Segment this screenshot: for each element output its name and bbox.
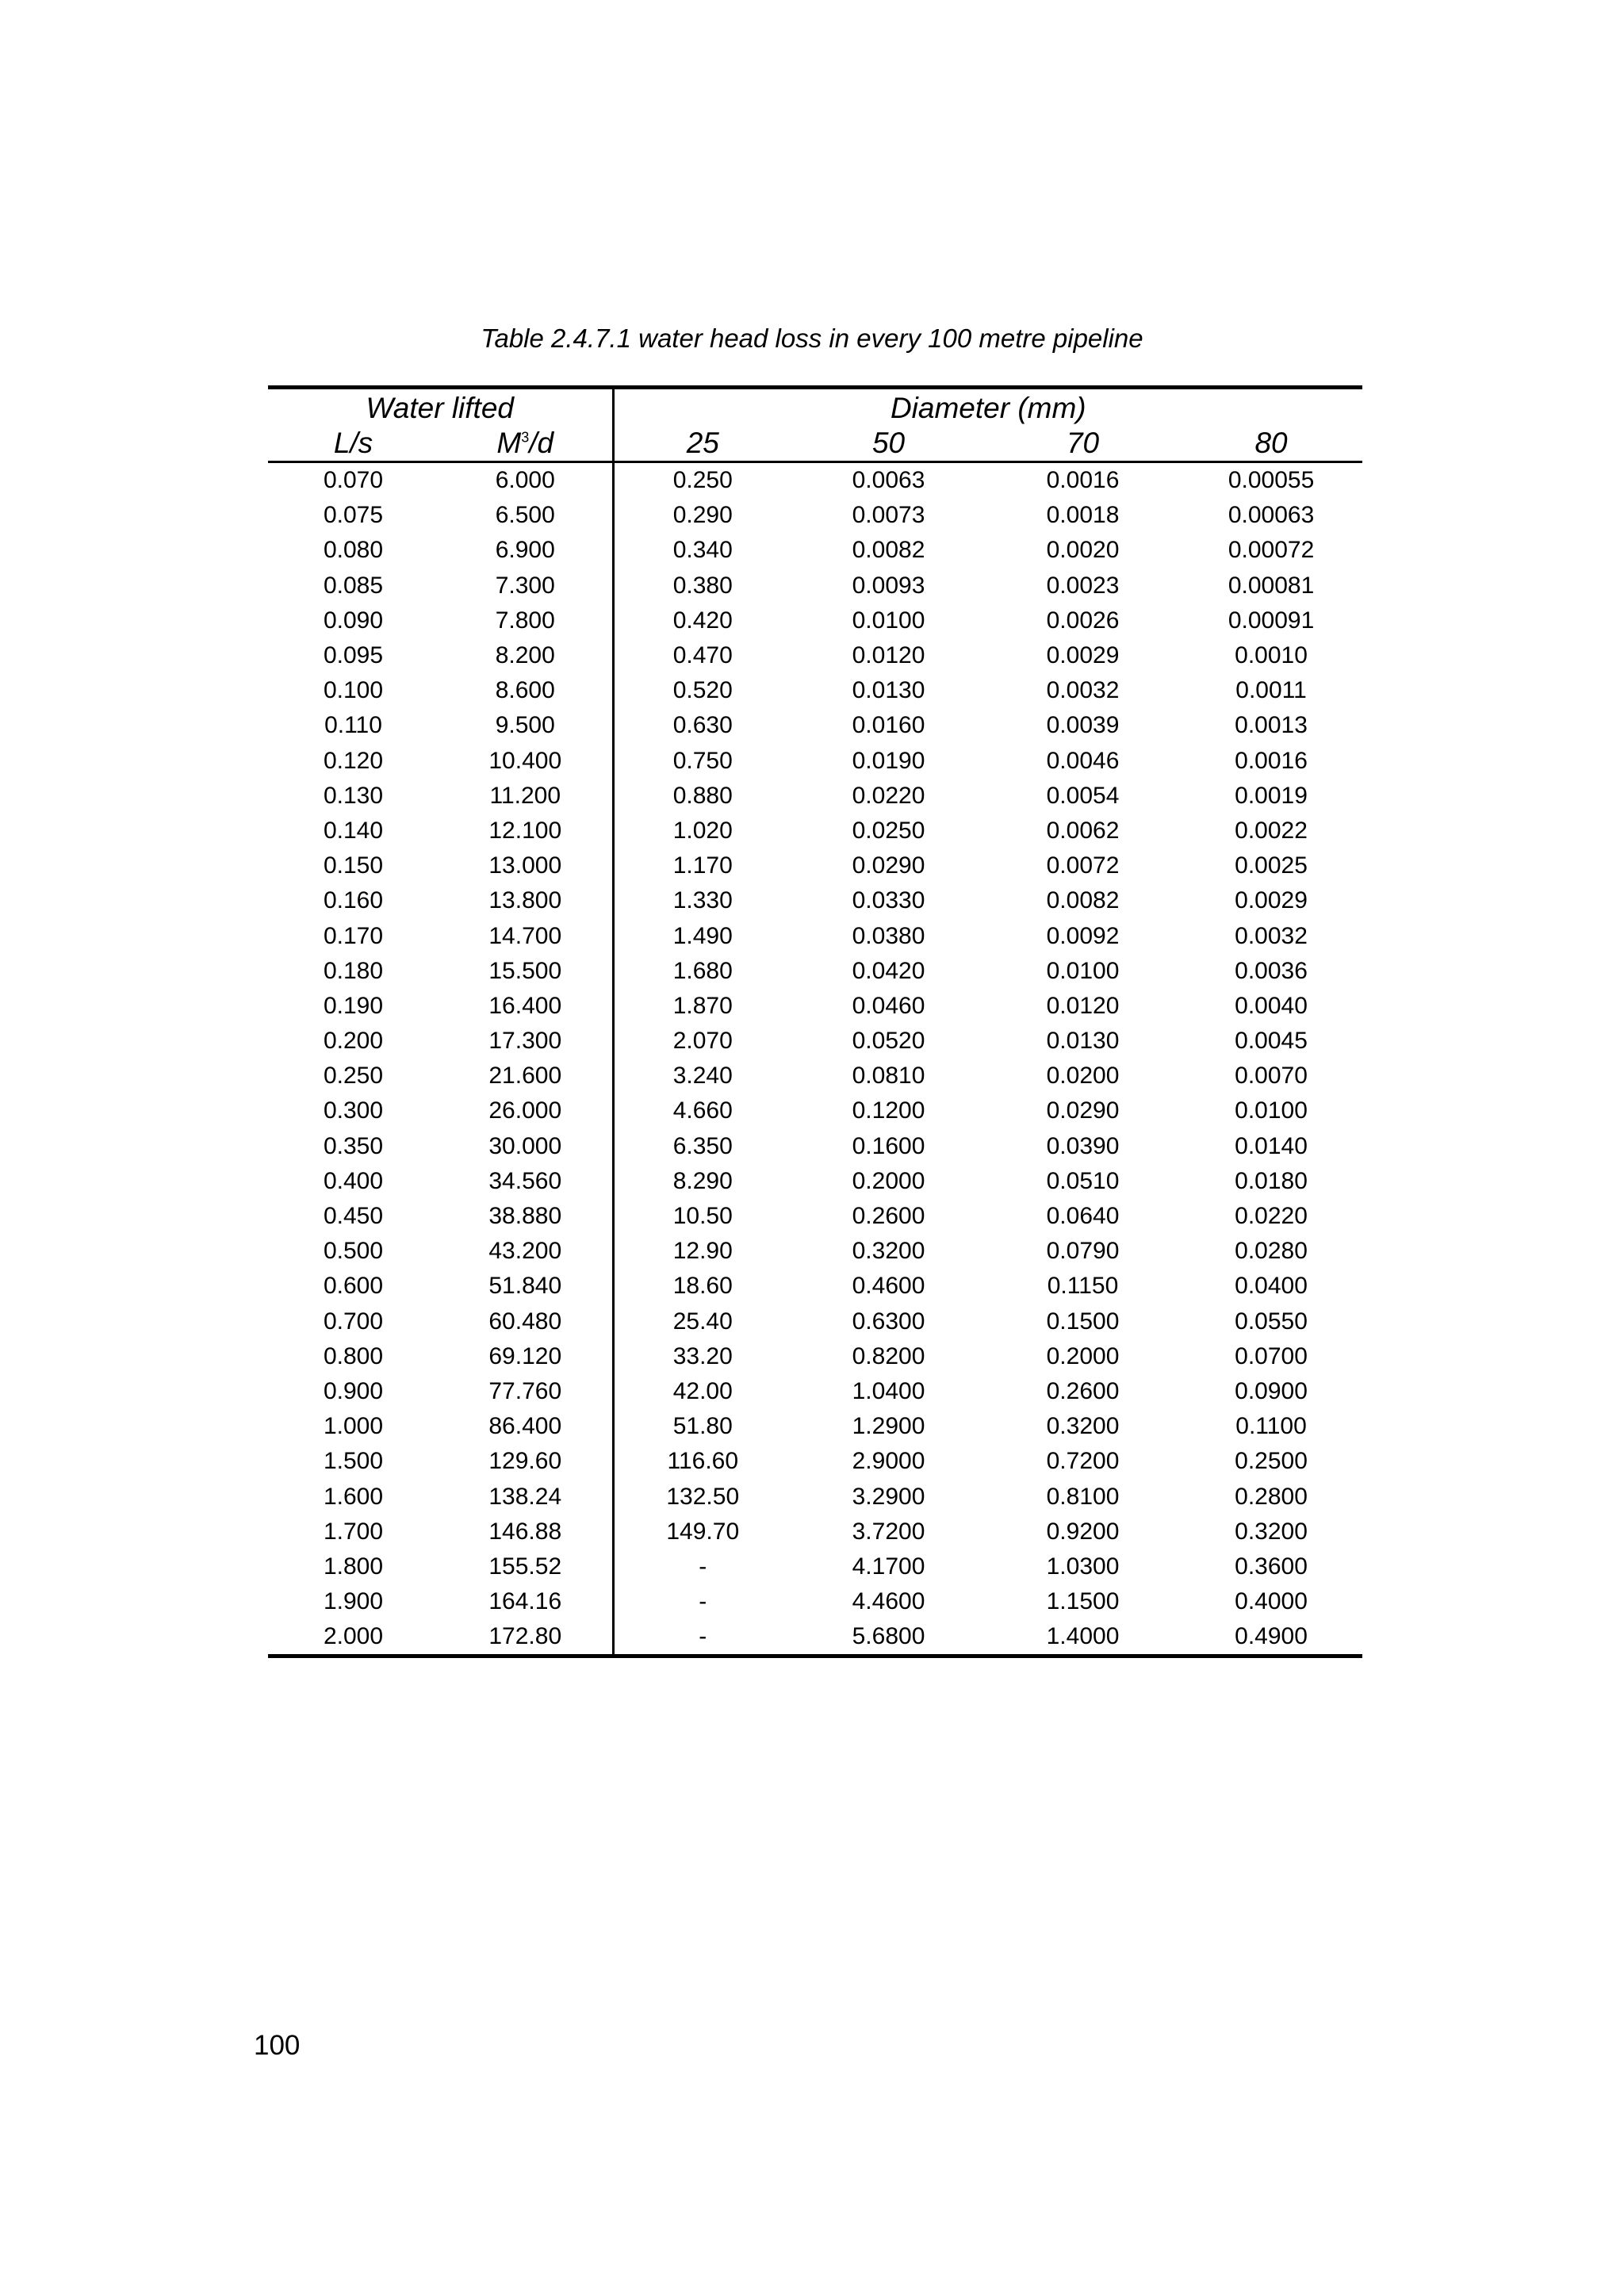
- cell-d80: 0.0016: [1235, 747, 1308, 774]
- cell-d50: 0.0460: [852, 992, 925, 1019]
- cell-d25: 3.240: [613, 1059, 791, 1093]
- cell-d25: 1.490: [613, 918, 791, 953]
- cell-d80: 0.0070: [1235, 1063, 1308, 1090]
- cell-m3d: 8.200: [495, 642, 555, 669]
- cell-ls: 1.800: [323, 1553, 384, 1580]
- header-col-m3d-base: M: [496, 427, 522, 459]
- cell-ls: 1.600: [323, 1483, 384, 1510]
- cell-ls: 0.200: [323, 1028, 384, 1055]
- table-row: [268, 918, 1362, 953]
- cell-d80: 0.4000: [1235, 1588, 1308, 1615]
- cell-d70: 0.0092: [1046, 922, 1120, 949]
- cell-ls: 1.000: [323, 1413, 384, 1440]
- table-row: [268, 569, 1362, 603]
- cell-m3d: 6.000: [495, 467, 555, 494]
- table-row: [268, 883, 1362, 918]
- cell-d50: 0.0220: [852, 782, 925, 809]
- cell-d25: 0.520: [613, 673, 791, 708]
- cell-ls: 0.500: [323, 1238, 384, 1265]
- cell-d70: 0.0054: [1046, 782, 1120, 809]
- table-row: [268, 1164, 1362, 1199]
- cell-m3d: 14.700: [488, 922, 562, 949]
- cell-ls: 0.350: [323, 1132, 384, 1159]
- cell-m3d: 6.900: [495, 537, 555, 564]
- cell-d25: 0.340: [613, 533, 791, 568]
- cell-d70: 0.0640: [1046, 1203, 1120, 1230]
- table-row: [268, 1269, 1362, 1304]
- cell-ls: 0.250: [323, 1063, 384, 1090]
- cell-m3d: 8.600: [495, 677, 555, 704]
- cell-m3d: 13.800: [488, 887, 562, 914]
- table-row: [268, 779, 1362, 814]
- cell-d25: 0.630: [613, 708, 791, 743]
- cell-d70: 0.0390: [1046, 1132, 1120, 1159]
- table-row: [268, 1479, 1362, 1514]
- cell-d25: 0.750: [613, 744, 791, 779]
- table-row: [268, 638, 1362, 673]
- cell-ls: 0.160: [323, 887, 384, 914]
- cell-m3d: 30.000: [488, 1132, 562, 1159]
- cell-d25: -: [613, 1619, 791, 1656]
- table-row: [268, 1129, 1362, 1164]
- cell-d25: 116.60: [613, 1444, 791, 1479]
- table-row: [268, 1584, 1362, 1619]
- cell-d50: 0.0063: [852, 467, 925, 494]
- table-row: [268, 848, 1362, 883]
- cell-d25: 8.290: [613, 1164, 791, 1199]
- cell-d50: 0.3200: [852, 1238, 925, 1265]
- cell-d80: 0.3200: [1235, 1518, 1308, 1545]
- cell-d50: 1.0400: [852, 1377, 925, 1404]
- cell-d25: 25.40: [613, 1304, 791, 1339]
- cell-ls: 0.150: [323, 852, 384, 879]
- table-caption: Table 2.4.7.1 water head loss in every 100 metre pipeline: [481, 324, 1143, 353]
- cell-ls: 0.400: [323, 1167, 384, 1194]
- cell-d70: 1.0300: [1046, 1553, 1120, 1580]
- cell-d50: 0.1200: [852, 1097, 925, 1124]
- cell-d80: 0.0011: [1235, 677, 1307, 704]
- cell-ls: 1.900: [323, 1588, 384, 1615]
- cell-ls: 0.130: [323, 782, 384, 809]
- table-row: [268, 498, 1362, 533]
- cell-ls: 0.800: [323, 1342, 384, 1369]
- cell-m3d: 51.840: [488, 1273, 562, 1300]
- cell-d50: 0.0420: [852, 957, 925, 984]
- cell-d25: 6.350: [613, 1129, 791, 1164]
- cell-d70: 0.0120: [1046, 992, 1120, 1019]
- cell-ls: 0.700: [323, 1308, 384, 1335]
- cell-d25: -: [613, 1549, 791, 1584]
- cell-d70: 0.0039: [1046, 712, 1120, 739]
- table-row: [268, 1619, 1362, 1656]
- cell-m3d: 17.300: [488, 1028, 562, 1055]
- table-row: [268, 1339, 1362, 1374]
- cell-m3d: 34.560: [488, 1167, 562, 1194]
- cell-d50: 0.6300: [852, 1308, 925, 1335]
- cell-d50: 0.0190: [852, 747, 925, 774]
- cell-m3d: 13.000: [488, 852, 562, 879]
- cell-d70: 0.0100: [1046, 957, 1120, 984]
- cell-d50: 0.1600: [852, 1132, 925, 1159]
- cell-m3d: 26.000: [488, 1097, 562, 1124]
- table-row: [268, 708, 1362, 743]
- cell-d50: 0.0093: [852, 572, 925, 599]
- cell-d80: 0.00091: [1228, 607, 1315, 634]
- cell-ls: 0.075: [323, 502, 384, 529]
- cell-d80: 0.3600: [1235, 1553, 1308, 1580]
- cell-d50: 0.0520: [852, 1028, 925, 1055]
- cell-d50: 4.1700: [852, 1553, 925, 1580]
- cell-d25: 1.330: [613, 883, 791, 918]
- cell-m3d: 6.500: [495, 502, 555, 529]
- table-body: [268, 462, 1362, 1656]
- cell-d70: 0.2600: [1046, 1377, 1120, 1404]
- cell-d25: 42.00: [613, 1374, 791, 1409]
- table-row: [268, 814, 1362, 848]
- cell-d25: 0.470: [613, 638, 791, 673]
- cell-m3d: 69.120: [488, 1342, 562, 1369]
- cell-d70: 0.8100: [1046, 1483, 1120, 1510]
- cell-d50: 0.0130: [852, 677, 925, 704]
- cell-d70: 0.0082: [1046, 887, 1120, 914]
- header-water-lifted: Water lifted: [268, 388, 613, 427]
- head-loss-table: [268, 385, 1362, 1658]
- cell-d50: 0.0073: [852, 502, 925, 529]
- cell-d70: 0.3200: [1046, 1413, 1120, 1440]
- header-col-80: 80: [1180, 426, 1362, 462]
- cell-d80: 0.0029: [1235, 887, 1308, 914]
- cell-d70: 0.0130: [1046, 1028, 1120, 1055]
- header-col-m3d-sup: 3: [521, 429, 530, 446]
- cell-m3d: 86.400: [488, 1413, 562, 1440]
- table-row: [268, 673, 1362, 708]
- cell-d50: 0.0120: [852, 642, 925, 669]
- cell-m3d: 11.200: [489, 782, 561, 809]
- cell-d70: 0.0790: [1046, 1238, 1120, 1265]
- cell-d25: 0.420: [613, 603, 791, 638]
- cell-m3d: 164.16: [488, 1588, 562, 1615]
- header-col-50: 50: [791, 426, 986, 462]
- cell-d50: 0.0250: [852, 817, 925, 844]
- cell-d80: 0.0280: [1235, 1238, 1308, 1265]
- cell-d70: 1.1500: [1046, 1588, 1120, 1615]
- cell-m3d: 138.24: [488, 1483, 562, 1510]
- cell-m3d: 43.200: [488, 1238, 562, 1265]
- cell-d25: -: [613, 1584, 791, 1619]
- cell-m3d: 7.800: [495, 607, 555, 634]
- table-header: [268, 388, 1362, 462]
- cell-ls: 0.190: [323, 992, 384, 1019]
- cell-d50: 0.2600: [852, 1203, 925, 1230]
- cell-d70: 0.0200: [1046, 1063, 1120, 1090]
- cell-ls: 0.080: [323, 537, 384, 564]
- cell-m3d: 7.300: [495, 572, 555, 599]
- cell-ls: 0.600: [323, 1273, 384, 1300]
- cell-d50: 1.2900: [852, 1413, 925, 1440]
- table-row: [268, 744, 1362, 779]
- cell-d70: 0.1150: [1047, 1273, 1119, 1300]
- cell-d25: 1.870: [613, 989, 791, 1024]
- cell-d70: 0.0016: [1046, 467, 1120, 494]
- cell-d70: 0.0020: [1046, 537, 1120, 564]
- cell-d50: 0.8200: [852, 1342, 925, 1369]
- cell-d70: 0.0026: [1046, 607, 1120, 634]
- table-row: [268, 1059, 1362, 1093]
- cell-d25: 2.070: [613, 1024, 791, 1059]
- cell-d25: 0.250: [613, 462, 791, 499]
- cell-d25: 4.660: [613, 1093, 791, 1128]
- cell-ls: 0.140: [323, 817, 384, 844]
- cell-d50: 2.9000: [852, 1448, 925, 1475]
- cell-d70: 0.9200: [1046, 1518, 1120, 1545]
- header-col-ls: L/s: [268, 426, 439, 462]
- cell-ls: 0.120: [323, 747, 384, 774]
- table-row: [268, 1549, 1362, 1584]
- cell-d80: 0.2800: [1235, 1483, 1308, 1510]
- cell-d80: 0.0100: [1235, 1097, 1308, 1124]
- cell-d50: 5.6800: [791, 1619, 986, 1656]
- cell-d25: 12.90: [613, 1234, 791, 1269]
- cell-d80: 0.0220: [1235, 1203, 1308, 1230]
- cell-d50: 4.4600: [852, 1588, 925, 1615]
- cell-d70: 0.0046: [1046, 747, 1120, 774]
- cell-m3d: 155.52: [488, 1553, 562, 1580]
- cell-m3d: 172.80: [439, 1619, 613, 1656]
- cell-d80: 0.0045: [1235, 1028, 1308, 1055]
- cell-d50: 0.0160: [852, 712, 925, 739]
- cell-d70: 0.2000: [1046, 1342, 1120, 1369]
- cell-ls: 0.070: [323, 467, 384, 494]
- cell-ls: 0.110: [324, 712, 382, 739]
- cell-d50: 0.4600: [852, 1273, 925, 1300]
- cell-d80: 0.0400: [1235, 1273, 1308, 1300]
- cell-ls: 1.500: [323, 1448, 384, 1475]
- cell-d80: 0.4900: [1180, 1619, 1362, 1656]
- cell-ls: 2.000: [268, 1619, 439, 1656]
- cell-d80: 0.00063: [1228, 502, 1315, 529]
- cell-d50: 0.0290: [852, 852, 925, 879]
- cell-ls: 0.450: [323, 1203, 384, 1230]
- cell-m3d: 9.500: [495, 712, 555, 739]
- cell-d50: 0.0100: [852, 607, 925, 634]
- cell-m3d: 38.880: [488, 1203, 562, 1230]
- cell-d50: 3.2900: [852, 1483, 925, 1510]
- cell-d70: 0.7200: [1046, 1448, 1120, 1475]
- cell-d80: 0.00072: [1228, 537, 1315, 564]
- table-row: [268, 954, 1362, 989]
- cell-d25: 1.680: [613, 954, 791, 989]
- cell-d25: 51.80: [613, 1409, 791, 1444]
- cell-d50: 0.0380: [852, 922, 925, 949]
- table-row: [268, 603, 1362, 638]
- table-row: [268, 1515, 1362, 1549]
- cell-d80: 0.00055: [1228, 467, 1315, 494]
- header-diameter: Diameter (mm): [613, 388, 1362, 427]
- cell-d25: 0.880: [613, 779, 791, 814]
- cell-d80: 0.0032: [1235, 922, 1308, 949]
- cell-d50: 0.0330: [852, 887, 925, 914]
- cell-d80: 0.0025: [1235, 852, 1308, 879]
- cell-d70: 0.0023: [1046, 572, 1120, 599]
- header-col-25: 25: [613, 426, 791, 462]
- cell-d25: 18.60: [613, 1269, 791, 1304]
- cell-d80: 0.0180: [1235, 1167, 1308, 1194]
- cell-m3d: 60.480: [488, 1308, 562, 1335]
- cell-m3d: 77.760: [488, 1377, 562, 1404]
- header-col-70: 70: [986, 426, 1180, 462]
- table-row: [268, 989, 1362, 1024]
- table-row: [268, 1409, 1362, 1444]
- cell-d80: 0.0040: [1235, 992, 1308, 1019]
- table-row: [268, 1444, 1362, 1479]
- table-row: [268, 1024, 1362, 1059]
- cell-ls: 0.085: [323, 572, 384, 599]
- cell-ls: 0.900: [323, 1377, 384, 1404]
- page-number: 100: [254, 2030, 301, 2061]
- cell-d25: 1.020: [613, 814, 791, 848]
- cell-m3d: 12.100: [488, 817, 562, 844]
- cell-d80: 0.0036: [1235, 957, 1308, 984]
- table-row: [268, 1199, 1362, 1234]
- cell-d70: 0.1500: [1046, 1308, 1120, 1335]
- cell-d25: 0.290: [613, 498, 791, 533]
- cell-m3d: 21.600: [488, 1063, 562, 1090]
- cell-d70: 0.0062: [1046, 817, 1120, 844]
- table-row: [268, 1093, 1362, 1128]
- cell-ls: 0.095: [323, 642, 384, 669]
- cell-d70: 0.0018: [1046, 502, 1120, 529]
- header-col-m3d: [439, 426, 613, 462]
- table-row: [268, 1304, 1362, 1339]
- table-row: [268, 1374, 1362, 1409]
- table-row: [268, 462, 1362, 499]
- cell-d80: 0.0900: [1235, 1377, 1308, 1404]
- cell-d80: 0.0700: [1235, 1342, 1308, 1369]
- cell-m3d: 146.88: [488, 1518, 562, 1545]
- cell-d70: 1.4000: [986, 1619, 1180, 1656]
- cell-d80: 0.0550: [1235, 1308, 1308, 1335]
- cell-ls: 0.180: [323, 957, 384, 984]
- cell-m3d: 16.400: [488, 992, 562, 1019]
- cell-ls: 0.100: [323, 677, 384, 704]
- cell-m3d: 129.60: [488, 1448, 562, 1475]
- cell-d50: 0.0810: [852, 1063, 925, 1090]
- cell-d25: 10.50: [613, 1199, 791, 1234]
- cell-ls: 0.170: [323, 922, 384, 949]
- cell-d25: 0.380: [613, 569, 791, 603]
- cell-d70: 0.0510: [1046, 1167, 1120, 1194]
- cell-d25: 1.170: [613, 848, 791, 883]
- cell-d80: 0.0010: [1235, 642, 1308, 669]
- cell-d70: 0.0290: [1046, 1097, 1120, 1124]
- cell-d80: 0.0013: [1235, 712, 1308, 739]
- cell-d80: 0.0019: [1235, 782, 1308, 809]
- cell-ls: 0.090: [323, 607, 384, 634]
- cell-d50: 0.0082: [852, 537, 925, 564]
- cell-d70: 0.0072: [1046, 852, 1120, 879]
- cell-d25: 132.50: [613, 1479, 791, 1514]
- cell-d80: 0.0140: [1235, 1132, 1308, 1159]
- table-row: [268, 1234, 1362, 1269]
- cell-d50: 3.7200: [852, 1518, 925, 1545]
- cell-d70: 0.0029: [1046, 642, 1120, 669]
- cell-d25: 33.20: [613, 1339, 791, 1374]
- cell-d80: 0.1100: [1235, 1413, 1307, 1440]
- cell-d70: 0.0032: [1046, 677, 1120, 704]
- cell-m3d: 10.400: [488, 747, 562, 774]
- cell-d80: 0.2500: [1235, 1448, 1308, 1475]
- cell-m3d: 15.500: [488, 957, 562, 984]
- cell-d80: 0.0022: [1235, 817, 1308, 844]
- cell-d80: 0.00081: [1228, 572, 1315, 599]
- header-col-m3d-tail: /d: [529, 427, 554, 459]
- head-loss-table-container: [268, 385, 1362, 1658]
- cell-d25: 149.70: [613, 1515, 791, 1549]
- cell-ls: 1.700: [323, 1518, 384, 1545]
- cell-ls: 0.300: [323, 1097, 384, 1124]
- table-row: [268, 533, 1362, 568]
- cell-d50: 0.2000: [852, 1167, 925, 1194]
